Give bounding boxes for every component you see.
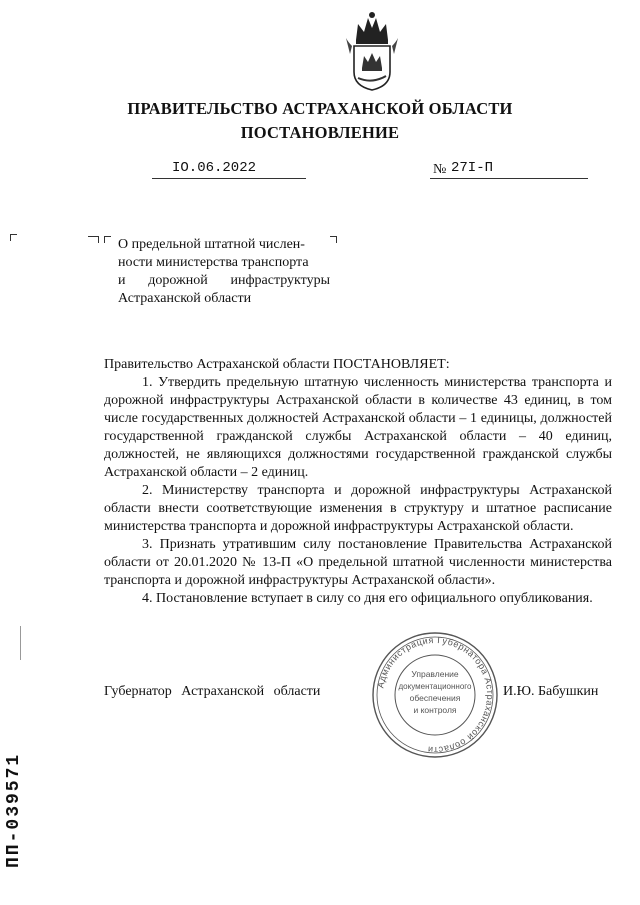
subject-block — [118, 236, 330, 308]
resolution-item: 4. Постановление вступает в силу со дня его официального опубликования. — [142, 591, 593, 606]
subject-line: и дорожной инфраструктуры — [118, 273, 330, 288]
stamp-inner-line: документационного — [398, 682, 472, 691]
resolution-body — [104, 356, 612, 608]
official-stamp — [370, 630, 500, 760]
subject-line: О предельной штатной числен- — [118, 237, 305, 252]
document-number: 27I-П — [451, 160, 494, 176]
resolution-intro: Правительство Астраханской области ПОСТАНОВЛЯЕТ: — [104, 357, 450, 372]
signatory-name: И.Ю. Бабушкин — [503, 684, 599, 699]
stamp-outer-text: Администрация Губернатора Астраханской области — [375, 634, 496, 756]
subject-line: ности министерства транспорта — [118, 255, 309, 270]
subject-line: Астраханской области — [118, 291, 252, 306]
margin-tick — [20, 626, 21, 660]
resolution-item: 2. Министерству транспорта и дорожной инфраструктуры Астраханской области внести соответствующие изменения в структуру и штатное расписание министерства транспорта и дорожной инфраструктуры Астраханской области. — [104, 483, 612, 534]
coat-of-arms-emblem — [342, 10, 402, 92]
date-underline — [152, 178, 306, 179]
stamp-inner-line: и контроля — [413, 705, 457, 715]
number-sign: № — [433, 162, 447, 177]
subject-bracket-right — [330, 236, 337, 243]
side-serial-number: ПП-039571 — [4, 752, 24, 868]
document-type-title: ПОСТАНОВЛЕНИЕ — [240, 123, 400, 142]
government-title: ПРАВИТЕЛЬСТВО АСТРАХАНСКОЙ ОБЛАСТИ — [127, 99, 513, 118]
stamp-inner-line: Управление — [411, 669, 459, 679]
subject-bracket-left — [88, 236, 99, 243]
document-date: IO.06.2022 — [172, 160, 257, 176]
resolution-item: 1. Утвердить предельную штатную численность министерства транспорта и дорожной инфраструктуры Астраханской области в количестве 43 единиц, в том числе государственных должностей Астраханской области – 1 единицы, должностей государственной гражданской службы Астраханской области – 40 единиц, должностей, не являющихся должностями государственной гражданской службы Астраханской области – 2 единиц. — [104, 375, 612, 480]
signatory-position: Губернатор Астраханской области — [104, 684, 321, 699]
subject-bracket-left-inner — [104, 236, 111, 243]
corner-bracket-left — [10, 234, 17, 241]
resolution-item: 3. Признать утратившим силу постановление Правительства Астраханской области от 20.01.2020 № 13-П «О предельной штатной численности министерства транспорта и дорожной инфраструктуры Астраханской области». — [104, 537, 612, 588]
number-underline — [430, 178, 588, 179]
stamp-inner-line: обеспечения — [409, 693, 461, 703]
